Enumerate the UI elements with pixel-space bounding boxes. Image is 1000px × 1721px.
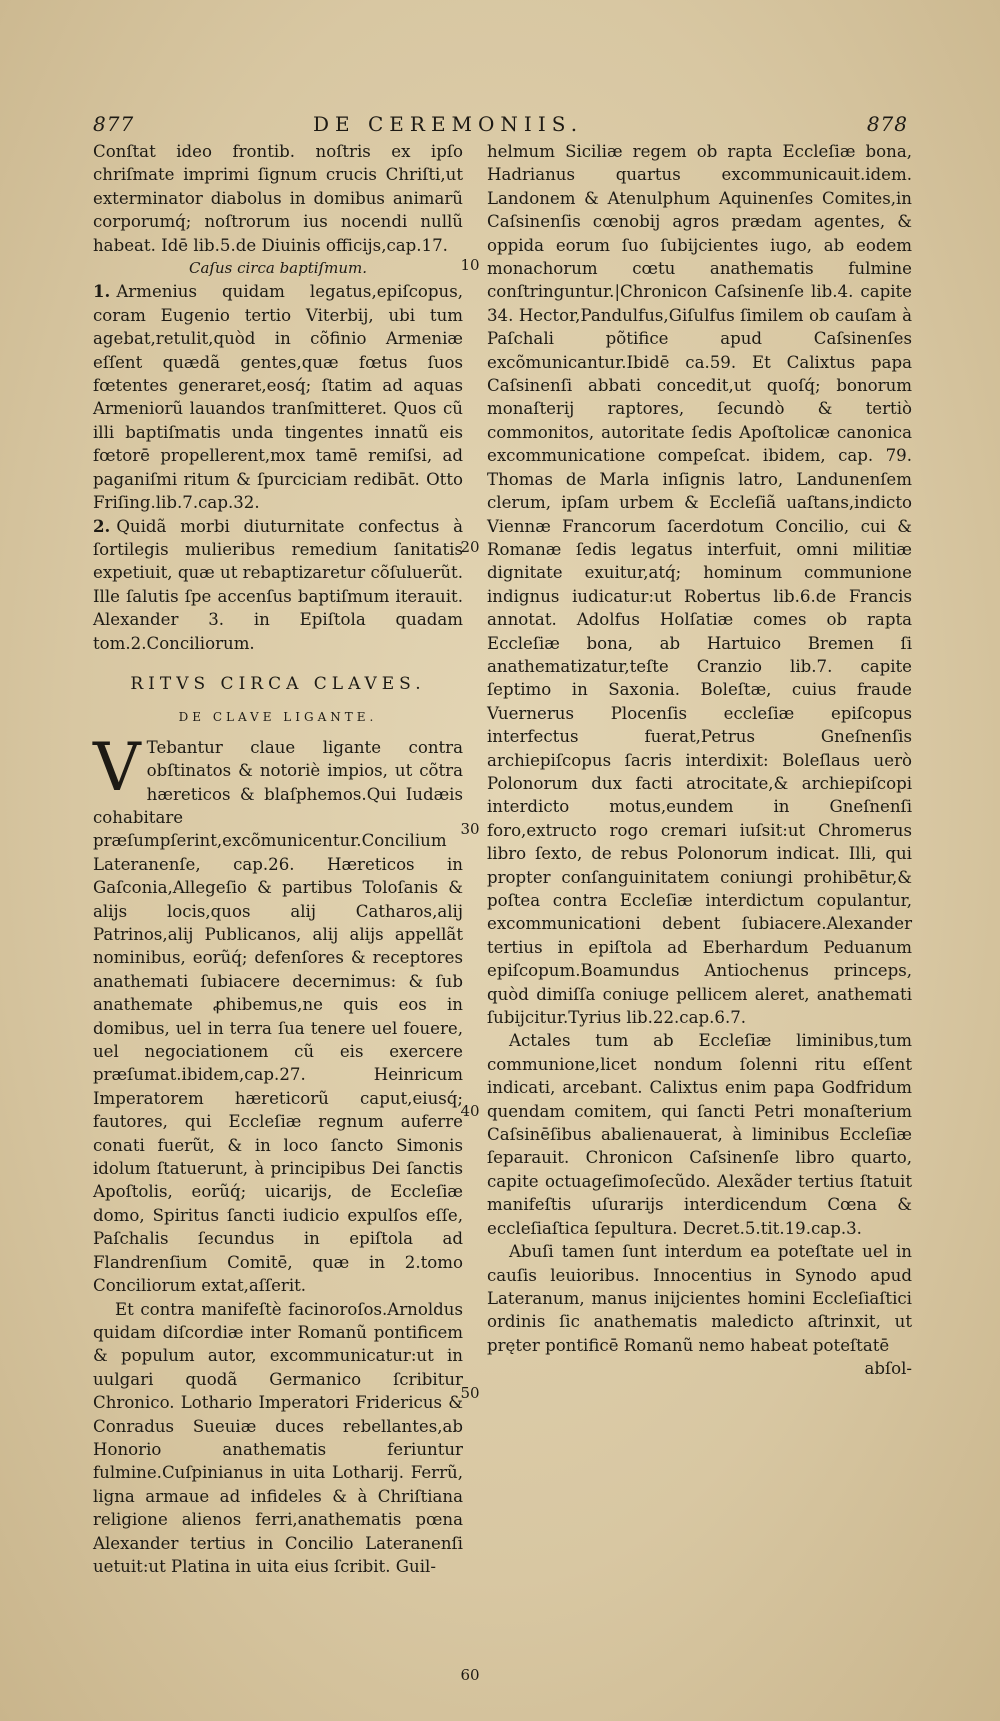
body-paragraph-2: Et contra manifeſtè facinoroſos.Arnoldus quidam diſcordiæ inter Romanũ pontificem & populum autor, excommunicatur:ut in uulgari quodã Germanico ſcribitur Chronico. Lothario Imperatori Fridericus & Conradus Sueuiæ duces rebellantes,ab Honorio anathematis feriuntur fulmine.Cuſpinianus in uita Lotharij. Ferrũ, ligna armaue ad infideles & à Chriſtiana religione alienos ferri,anathematis pœna Alexander tertius in Concilio Lateranenſi uetuit:ut Platina in uita eius ſcribit. Guil- [93,1299,463,1576]
drop-cap: V [93,728,141,806]
line-number-60: 60 [460,1666,480,1684]
right-column [487,140,912,1381]
line-number-30: 30 [460,820,480,838]
line-number-20: 20 [460,538,480,556]
right-paragraph-3: Abuſi tamen ſunt interdum ea poteſtate uel in cauſis leuioribus. Innocentius in Synodo apud Lateranum, manus inijcientes homini Eccleſiaſtici ordinis ſic anathematis maledicto aſtrinxit, ut pręter pontificē Romanũ nemo habeat poteſtatē [487,1242,912,1355]
line-number-40: 40 [460,1102,480,1120]
page-header [93,112,908,142]
intro-paragraph: Conſtat ideo frontib. noſtris ex ipſo chriſmate imprimi ſignum crucis Chriſti,ut exterminator diabolus in domibus animarũ corporumq́; noſtrorum ius nocendi nullũ habeat. Idē lib.5.de Diuinis officijs,cap.17. [93,142,463,255]
item-1-text: Armenius quidam legatus,epiſcopus, coram Eugenio tertio Viterbij, ubi tum agebat,retulit,quòd in cõfinio Armeniæ eſſent quædã gentes,quæ fœtus ſuos fœtentes generaret,eosq́; ſtatim ad aquas Armeniorũ lauandos tranſmitteret. Quos cũ illi baptiſmatis unda tingentes innatũ eis fœtorē propellerent,mox tamē remiſsi, ad paganiſmi ritum & ſpurciciam redibāt. Otto Friſing.lib.7.cap.32. [93,282,463,513]
item-2-number: 2. [93,515,111,536]
section-title: RITVS CIRCA CLAVES. [130,673,426,694]
casus-heading: Caſus circa baptiſmum. [189,259,367,278]
left-column [93,140,463,1578]
item-2-text: Quidã morbi diuturnitate confectus à ſortilegis mulieribus remedium ſanitatis expetiuit, quæ ut rebaptizaretur cõſuluerũt. Ille ſalutis ſpe accenſus baptiſmum iterauit. Alexander 3. in Epiſtola quadam tom.2.Conciliorum. [93,516,463,653]
line-number-10: 10 [460,256,480,274]
subsection-title: DE CLAVE LIGANTE. [178,710,378,725]
running-title: DE CEREMONIIS. [313,112,584,136]
page-number-left: 877 [93,112,135,136]
right-paragraph-2: Actales tum ab Eccleſiæ liminibus,tum communione,licet nondum ſolenni ritu eſſent indicati, arcebant. Calixtus enim papa Godfridum quendam comitem, qui ſancti Petri monaſterium Caſsinēſibus abalienauerat, à liminibus Eccleſiæ ſeparauit. Chronicon Caſsinenſe libro quarto, capite octuageſimoſecũdo. Alexãder tertius ſtatuit manifeſtis uſurarijs interdicendum Cœna & eccleſiaſtica ſepultura. Decret.5.tit.19.cap.3. [487,1031,912,1238]
catchword: abſol- [864,1359,912,1379]
right-paragraph-1: helmum Siciliæ regem ob rapta Eccleſiæ bona, Hadrianus quartus excommunicauit.idem. Landonem & Atenulphum Aquinenſes Comites,in Caſsinenſis cœnobij agros prædam agentes, & oppida eorum ſuo ſubijcientes iugo, ab eodem monachorum cœtu anathematis fulmine conſtringuntur.|Chronicon Caſsinenſe lib.4. capite 34. Hector,Pandulfus,Giſulfus ſimilem ob cauſam à Paſchali põtifice apud Caſsinenſes excõmunicantur.Ibidē ca.59. Et Calixtus papa Caſsinenſi abbati concedit,ut quoſq́; bonorum monaſterij raptores, ſecundò & tertiò commonitos, autoritate ſedis Apoſtolicæ canonica excommunicatione compeſcat. ibidem, cap. 79. Thomas de Marla inſignis latro, Landunenſem clerum, ipſam urbem & Eccleſiã uaſtans,indicto Viennæ Francorum ſacerdotum Concilio, cui & Romanæ ſedis legatus interfuit, omni militiæ dignitate exuitur,atq́; hominum communione indignus iudicatur:ut Robertus lib.6.de Francis annotat. Adolfus Holſatiæ comes ob rapta Eccleſiæ bona, ab Hartuico Bremen ſi anathematizatur,teſte Cranzio lib.7. capite ſeptimo in Saxonia. Boleſtæ, cuius fraude Vuernerus Plocenſis eccleſiæ epiſcopus interfectus fuerat,Petrus Gneſnenſis archiepiſcopus ſacris interdixit: Boleſlaus uerò Polonorum dux facti atrocitate,& archiepiſcopi interdicto motus,eundem in Gneſnenſi foro,extructo rogo cremari iuſsit:ut Chromerus libro ſexto, de rebus Polonorum indicat. Illi, qui propter conſanguinitatem coniungi prohibētur,& poſtea contra Eccleſiæ interdictum copulantur, excommunicationi debent ſubiacere.Alexander tertius in epiſtola ad Eberhardum Peduanum epiſcopum.Boamundus Antiochenus princeps, quòd dimiſſa coniuge pellicem aleret, anathemati ſubijcitur.Tyrius lib.22.cap.6.7. [487,142,912,1028]
body-paragraph-1 [93,728,463,1298]
item-1 [93,280,463,514]
page-number-right: 878 [866,112,908,136]
item-1-number: 1. [93,281,111,302]
item-2 [93,515,463,655]
line-number-50: 50 [460,1384,480,1402]
body-paragraph-1-text: Tebantur claue ligante contra obſtinatos & notoriè impios, ut cõtra hæreticos & blaſphemos.Qui Iudæis cohabitare præſumpſerint,excõmunicentur.Concilium Lateranenſe, cap.26. Hæreticos in Gaſconia,Allegeſio & partibus Toloſanis & alijs locis,quos alij Catharos,alij Patrinos,alij Publicanos, alij alijs appellãt nominibus, eorũq́; defenſores & receptores anathemati ſubiacere decernimus: & ſub anathemate ꝓhibemus,ne quis eos in domibus, uel in terra ſua tenere uel fouere, uel negociationem cũ eis exercere præſumat.ibidem,cap.27. Heinricum Imperatorem hæreticorũ caput,eiusq́; fautores, qui Eccleſiæ regnum auferre conati fuerũt, & in loco ſancto Simonis idolum ſtatuerunt, à principibus Dei ſanctis Apoſtolis, eorũq́; uicarijs, de Eccleſiæ domo, Spiritus ſancti iudicio expulſos eſſe, Paſchalis ſecundus in epiſtola ad Flandrenſium Comitē, quæ in 2.tomo Conciliorum extat,aſſerit. [93,737,463,1296]
